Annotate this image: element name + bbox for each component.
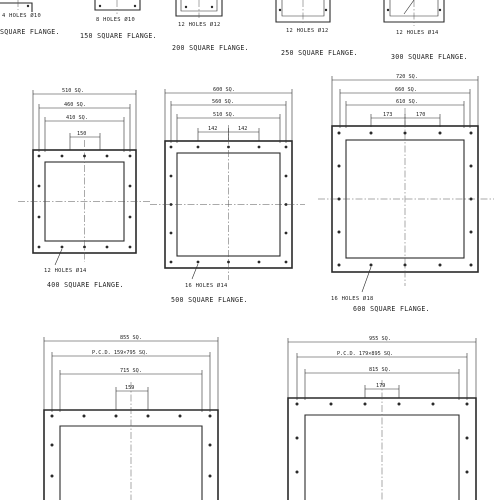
flange-250-label: 250 SQUARE FLANGE. — [281, 49, 358, 57]
flange-400-dim-pitch: 150 — [77, 131, 87, 137]
flange-700-dim-outer: 855 SQ. — [120, 335, 142, 341]
flange-150-drawing — [95, 0, 140, 14]
flange-250-drawing — [276, 0, 330, 25]
flange-200-holes: 12 HOLES Ø12 — [178, 22, 221, 28]
flange-500-holes: 16 HOLES Ø14 — [185, 283, 228, 289]
flange-100-label: SQUARE FLANGE. — [0, 28, 60, 36]
flange-100-drawing — [0, 0, 32, 12]
flange-700-dim-pcd: P.C.D. 159×795 SQ. — [92, 350, 149, 356]
flange-400-dim-inner: 410 SQ. — [66, 115, 88, 121]
flange-500-dim-pitch-b: 142 — [238, 126, 248, 132]
flange-150-label: 150 SQUARE FLANGE. — [80, 32, 157, 40]
flange-800-dim-inner: 815 SQ. — [369, 367, 391, 373]
flange-600-dim-inner: 610 SQ. — [396, 99, 418, 105]
flange-400-dim-outer: 510 SQ. — [62, 88, 84, 94]
flange-600-label: 600 SQUARE FLANGE. — [353, 305, 430, 313]
flange-600-dim-pitch-a: 173 — [383, 112, 393, 118]
flange-600-dim-pcd: 660 SQ. — [395, 87, 417, 93]
flange-800-dim-pitch: 179 — [376, 383, 386, 389]
flange-600-dim-outer: 720 SQ. — [396, 74, 418, 80]
flange-100-holes: 4 HOLES Ø10 — [2, 13, 41, 19]
flange-500-dim-pitch-a: 142 — [208, 126, 218, 132]
flange-700-drawing — [44, 337, 218, 500]
flange-400-dim-pcd: 460 SQ. — [64, 102, 86, 108]
flange-600-holes: 16 HOLES Ø18 — [331, 296, 374, 302]
flange-500-dim-inner: 510 SQ. — [213, 112, 235, 118]
flange-600-drawing — [318, 76, 494, 292]
flange-700-dim-pitch: 159 — [125, 385, 135, 391]
flange-400-holes: 12 HOLES Ø14 — [44, 268, 87, 274]
flange-150-holes: 8 HOLES Ø10 — [96, 17, 135, 23]
flange-600-dim-pitch-b: 170 — [416, 112, 426, 118]
flange-200-label: 200 SQUARE FLANGE. — [172, 44, 249, 52]
flange-800-dim-outer: 955 SQ. — [369, 336, 391, 342]
flange-500-label: 500 SQUARE FLANGE. — [171, 296, 248, 304]
flange-700-dim-inner: 715 SQ. — [120, 368, 142, 374]
flange-500-dim-pcd: 560 SQ. — [212, 99, 234, 105]
flange-300-label: 300 SQUARE FLANGE. — [391, 53, 468, 61]
flange-200-drawing — [176, 0, 222, 18]
flange-400-label: 400 SQUARE FLANGE. — [47, 281, 124, 289]
flange-300-holes: 12 HOLES Ø14 — [396, 30, 439, 36]
flange-500-dim-outer: 600 SQ. — [213, 87, 235, 93]
flange-800-dim-pcd: P.C.D. 179×895 SQ. — [337, 351, 394, 357]
flange-800-drawing — [288, 338, 476, 500]
flange-300-drawing — [384, 0, 444, 26]
flange-250-holes: 12 HOLES Ø12 — [286, 28, 329, 34]
